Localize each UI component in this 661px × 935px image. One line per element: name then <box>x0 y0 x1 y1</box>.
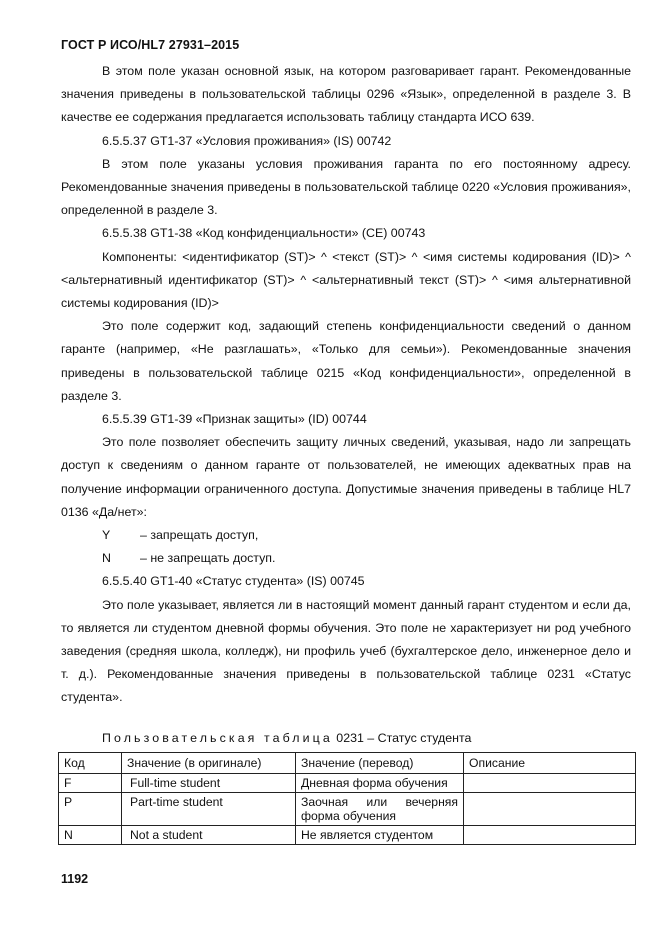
table-cell: Дневная форма обучения <box>296 774 464 793</box>
section-heading: 6.5.5.40 GT1-40 «Статус студента» (IS) 00745 <box>102 574 365 589</box>
paragraph: В этом поле указаны условия проживания гаранта по его постоянному адресу. Рекомендованные значения приведены в пользовательской таблице 0220 «Условия проживания», определенной в разделе 3. <box>61 156 631 218</box>
list-item-text: – не запрещать доступ. <box>140 551 276 566</box>
table-cell: N <box>59 826 122 845</box>
column-header: Значение (перевод) <box>296 753 464 774</box>
table-row <box>59 793 636 826</box>
list-item <box>61 547 631 570</box>
document-header: ГОСТ Р ИСО/HL7 27931–2015 <box>61 38 240 52</box>
table-cell: Part-time student <box>122 793 296 826</box>
list-item-text: – запрещать доступ, <box>140 528 259 543</box>
list-item-code: Y <box>102 528 111 543</box>
paragraph: Это поле содержит код, задающий степень конфиденциальности сведений о данном гаранте (например, «Не разглашать», «Только для семьи»). Рекомендованные значения приведены в пользовательской таблице 0215 «Код конфиденциальности», определенной в разделе 3. <box>61 319 631 403</box>
paragraph: Это поле указывает, является ли в настоящий момент данный гарант студентом и если да, то является ли студентом дневной формы обучения. Это поле не характеризует ни род учебного заведения (средняя школа, колледж), ни профиль учеб (бухгалтерское дело, инженерное дело и т. д.). Рекомендованные значения приведены в пользовательской таблице 0231 «Статус студента». <box>61 597 631 705</box>
paragraph: В этом поле указан основной язык, на котором разговаривает гарант. Рекомендованные значения приведены в пользовательской таблицы 0296 «Язык», определенной в разделе 3. В качестве ее содержания предлагается использовать таблицу стандарта ИСО 639. <box>61 64 631 125</box>
value-list <box>61 524 631 570</box>
table-cell <box>464 826 636 845</box>
section-heading: 6.5.5.37 GT1-37 «Условия проживания» (IS) 00742 <box>102 133 392 148</box>
table-cell: Заочная или вечерняя форма обучения <box>296 793 464 826</box>
status-table <box>58 752 636 845</box>
table-caption-title: 0231 – Статус студента <box>336 731 472 745</box>
column-header: Описание <box>464 753 636 774</box>
page-number: 1192 <box>61 872 89 886</box>
table-row <box>59 774 636 793</box>
table-row <box>59 826 636 845</box>
section-heading: 6.5.5.39 GT1-39 «Признак защиты» (ID) 00744 <box>102 412 367 427</box>
table-cell <box>464 793 636 826</box>
body-text <box>61 60 631 710</box>
table-cell: Не является студентом <box>296 826 464 845</box>
section-heading: 6.5.5.38 GT1-38 «Код конфиденциальности» (СЕ) 00743 <box>102 226 426 241</box>
paragraph: Это поле позволяет обеспечить защиту личных сведений, указывая, надо ли запрещать доступ к сведениям о данном гаранте от пользователей, не имеющих адекватных прав на получение информации ограниченного доступа. Допустимые значения приведены в таблице HL7 0136 «Да/нет»: <box>61 435 631 519</box>
table-cell: P <box>59 793 122 826</box>
table-cell: Full-time student <box>122 774 296 793</box>
table-header-row <box>59 753 636 774</box>
table-cell <box>464 774 636 793</box>
table-caption <box>102 729 471 747</box>
table-cell: Not a student <box>122 826 296 845</box>
table-caption-label: Пользовательская таблица <box>102 731 333 745</box>
list-item-code: N <box>102 551 111 566</box>
paragraph: Компоненты: <идентификатор (ST)> ^ <текст (ST)> ^ <имя системы кодирования (ID)> ^ <альтернативный идентификатор (ST)> ^ <альтернативный текст (ST)> ^ <имя альтернативной системы кодирования (ID)> <box>61 249 631 311</box>
list-item <box>61 524 631 547</box>
column-header: Код <box>59 753 122 774</box>
table-cell: F <box>59 774 122 793</box>
column-header: Значение (в оригинале) <box>122 753 296 774</box>
